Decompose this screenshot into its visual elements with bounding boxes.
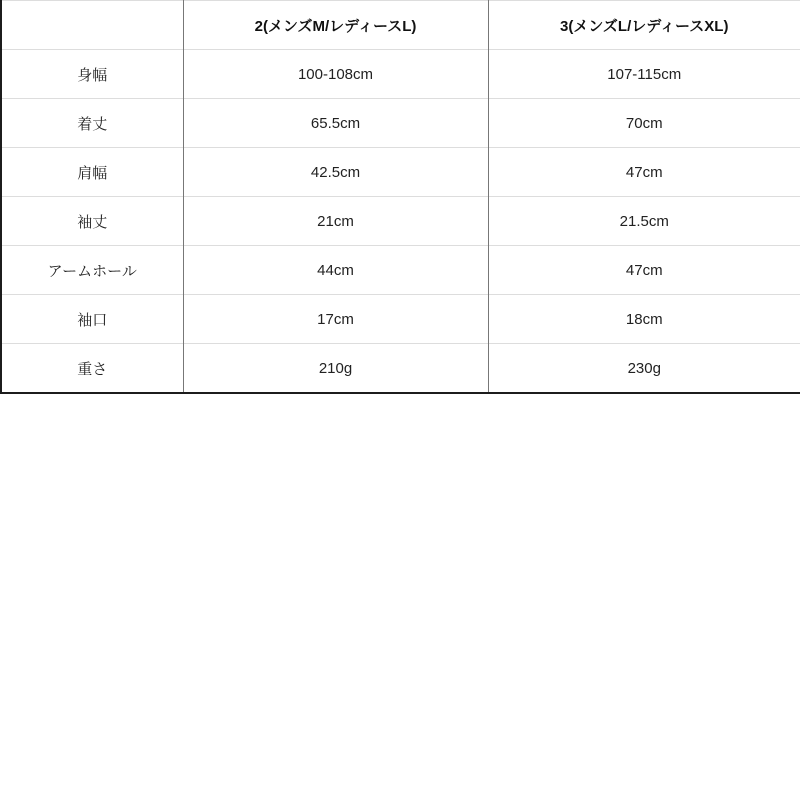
size-value-cell: 21.5cm xyxy=(488,197,800,246)
size-value-cell: 44cm xyxy=(183,246,488,295)
table-row xyxy=(1,246,800,295)
size-value-cell: 18cm xyxy=(488,295,800,344)
column-header-size-2: 2(メンズM/レディースL) xyxy=(183,1,488,50)
corner-header-cell xyxy=(1,1,183,50)
row-label: 袖丈 xyxy=(1,197,183,246)
row-label: 肩幅 xyxy=(1,148,183,197)
size-value-cell: 47cm xyxy=(488,148,800,197)
table-row xyxy=(1,50,800,99)
header-row xyxy=(1,1,800,50)
size-chart-header xyxy=(1,1,800,50)
table-row xyxy=(1,344,800,394)
size-value-cell: 100-108cm xyxy=(183,50,488,99)
table-row xyxy=(1,99,800,148)
size-value-cell: 47cm xyxy=(488,246,800,295)
size-value-cell: 107-115cm xyxy=(488,50,800,99)
row-label: アームホール xyxy=(1,246,183,295)
size-chart-table xyxy=(0,0,800,394)
size-value-cell: 21cm xyxy=(183,197,488,246)
table-row xyxy=(1,197,800,246)
column-header-size-3: 3(メンズL/レディースXL) xyxy=(488,1,800,50)
size-value-cell: 42.5cm xyxy=(183,148,488,197)
row-label: 身幅 xyxy=(1,50,183,99)
size-value-cell: 210g xyxy=(183,344,488,394)
row-label: 袖口 xyxy=(1,295,183,344)
size-value-cell: 70cm xyxy=(488,99,800,148)
row-label: 重さ xyxy=(1,344,183,394)
table-row xyxy=(1,295,800,344)
row-label: 着丈 xyxy=(1,99,183,148)
size-value-cell: 230g xyxy=(488,344,800,394)
table-row xyxy=(1,148,800,197)
size-value-cell: 65.5cm xyxy=(183,99,488,148)
size-value-cell: 17cm xyxy=(183,295,488,344)
size-chart-body xyxy=(1,50,800,394)
